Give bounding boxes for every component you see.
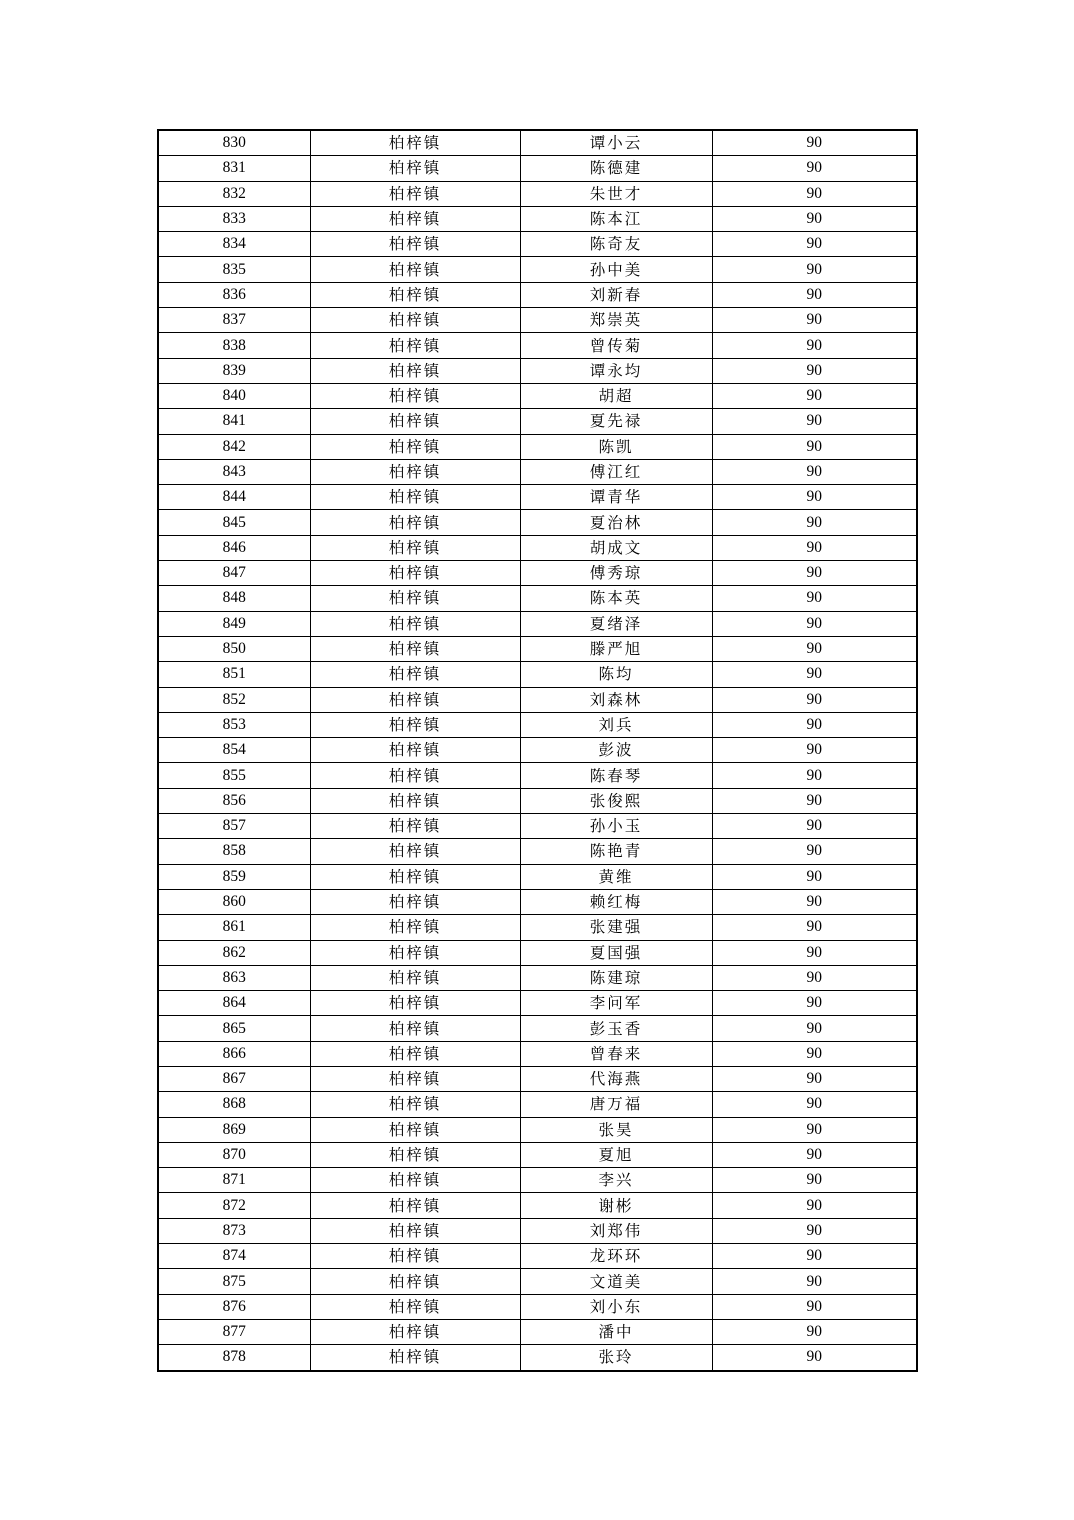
person-name: 彭波 bbox=[520, 738, 712, 763]
town-name: 柏梓镇 bbox=[310, 156, 520, 181]
score-value: 90 bbox=[712, 889, 917, 914]
score-value: 90 bbox=[712, 333, 917, 358]
table-row bbox=[158, 687, 917, 712]
row-number: 871 bbox=[158, 1168, 310, 1193]
person-name: 胡成文 bbox=[520, 535, 712, 560]
table-row bbox=[158, 383, 917, 408]
person-name: 刘兵 bbox=[520, 712, 712, 737]
row-number: 846 bbox=[158, 535, 310, 560]
person-name: 陈奇友 bbox=[520, 232, 712, 257]
score-value: 90 bbox=[712, 1193, 917, 1218]
table-row bbox=[158, 636, 917, 661]
score-value: 90 bbox=[712, 308, 917, 333]
table-row bbox=[158, 257, 917, 282]
person-name: 陈艳青 bbox=[520, 839, 712, 864]
person-name: 龙环环 bbox=[520, 1244, 712, 1269]
score-value: 90 bbox=[712, 434, 917, 459]
person-name: 夏治林 bbox=[520, 510, 712, 535]
score-value: 90 bbox=[712, 1244, 917, 1269]
person-name: 夏先禄 bbox=[520, 409, 712, 434]
row-number: 849 bbox=[158, 611, 310, 636]
score-value: 90 bbox=[712, 1319, 917, 1344]
person-name: 滕严旭 bbox=[520, 636, 712, 661]
table-row bbox=[158, 561, 917, 586]
town-name: 柏梓镇 bbox=[310, 1016, 520, 1041]
person-name: 胡超 bbox=[520, 383, 712, 408]
person-name: 曾传菊 bbox=[520, 333, 712, 358]
roster-table-body bbox=[158, 130, 917, 1371]
person-name: 刘森林 bbox=[520, 687, 712, 712]
score-value: 90 bbox=[712, 788, 917, 813]
score-value: 90 bbox=[712, 662, 917, 687]
table-row bbox=[158, 738, 917, 763]
row-number: 862 bbox=[158, 940, 310, 965]
town-name: 柏梓镇 bbox=[310, 1041, 520, 1066]
score-value: 90 bbox=[712, 485, 917, 510]
town-name: 柏梓镇 bbox=[310, 257, 520, 282]
town-name: 柏梓镇 bbox=[310, 763, 520, 788]
person-name: 黄维 bbox=[520, 864, 712, 889]
town-name: 柏梓镇 bbox=[310, 130, 520, 156]
town-name: 柏梓镇 bbox=[310, 889, 520, 914]
row-number: 844 bbox=[158, 485, 310, 510]
town-name: 柏梓镇 bbox=[310, 308, 520, 333]
person-name: 张建强 bbox=[520, 915, 712, 940]
town-name: 柏梓镇 bbox=[310, 485, 520, 510]
table-row bbox=[158, 1142, 917, 1167]
score-value: 90 bbox=[712, 1142, 917, 1167]
row-number: 867 bbox=[158, 1066, 310, 1091]
town-name: 柏梓镇 bbox=[310, 940, 520, 965]
table-row bbox=[158, 763, 917, 788]
score-value: 90 bbox=[712, 1218, 917, 1243]
row-number: 832 bbox=[158, 181, 310, 206]
roster-table bbox=[157, 129, 918, 1372]
score-value: 90 bbox=[712, 358, 917, 383]
person-name: 夏国强 bbox=[520, 940, 712, 965]
row-number: 834 bbox=[158, 232, 310, 257]
row-number: 848 bbox=[158, 586, 310, 611]
table-row bbox=[158, 1294, 917, 1319]
score-value: 90 bbox=[712, 206, 917, 231]
row-number: 830 bbox=[158, 130, 310, 156]
town-name: 柏梓镇 bbox=[310, 864, 520, 889]
row-number: 839 bbox=[158, 358, 310, 383]
score-value: 90 bbox=[712, 1345, 917, 1371]
table-row bbox=[158, 586, 917, 611]
person-name: 张俊熙 bbox=[520, 788, 712, 813]
table-row bbox=[158, 839, 917, 864]
row-number: 836 bbox=[158, 282, 310, 307]
town-name: 柏梓镇 bbox=[310, 1168, 520, 1193]
person-name: 刘新春 bbox=[520, 282, 712, 307]
score-value: 90 bbox=[712, 1117, 917, 1142]
score-value: 90 bbox=[712, 712, 917, 737]
score-value: 90 bbox=[712, 687, 917, 712]
table-row bbox=[158, 358, 917, 383]
row-number: 873 bbox=[158, 1218, 310, 1243]
score-value: 90 bbox=[712, 940, 917, 965]
town-name: 柏梓镇 bbox=[310, 814, 520, 839]
person-name: 谢彬 bbox=[520, 1193, 712, 1218]
town-name: 柏梓镇 bbox=[310, 1345, 520, 1371]
person-name: 张玲 bbox=[520, 1345, 712, 1371]
table-row bbox=[158, 1092, 917, 1117]
score-value: 90 bbox=[712, 915, 917, 940]
table-row bbox=[158, 965, 917, 990]
table-row bbox=[158, 156, 917, 181]
table-row bbox=[158, 181, 917, 206]
table-row bbox=[158, 864, 917, 889]
score-value: 90 bbox=[712, 459, 917, 484]
table-row bbox=[158, 1218, 917, 1243]
table-row bbox=[158, 130, 917, 156]
row-number: 866 bbox=[158, 1041, 310, 1066]
person-name: 李兴 bbox=[520, 1168, 712, 1193]
town-name: 柏梓镇 bbox=[310, 1066, 520, 1091]
person-name: 李问军 bbox=[520, 991, 712, 1016]
row-number: 869 bbox=[158, 1117, 310, 1142]
town-name: 柏梓镇 bbox=[310, 206, 520, 231]
table-row bbox=[158, 662, 917, 687]
person-name: 朱世才 bbox=[520, 181, 712, 206]
town-name: 柏梓镇 bbox=[310, 991, 520, 1016]
row-number: 874 bbox=[158, 1244, 310, 1269]
score-value: 90 bbox=[712, 738, 917, 763]
person-name: 陈本江 bbox=[520, 206, 712, 231]
table-row bbox=[158, 1269, 917, 1294]
person-name: 陈均 bbox=[520, 662, 712, 687]
table-row bbox=[158, 535, 917, 560]
town-name: 柏梓镇 bbox=[310, 1269, 520, 1294]
person-name: 谭永均 bbox=[520, 358, 712, 383]
score-value: 90 bbox=[712, 636, 917, 661]
score-value: 90 bbox=[712, 510, 917, 535]
score-value: 90 bbox=[712, 257, 917, 282]
table-row bbox=[158, 1168, 917, 1193]
table-row bbox=[158, 1345, 917, 1371]
table-row bbox=[158, 308, 917, 333]
person-name: 陈德建 bbox=[520, 156, 712, 181]
row-number: 859 bbox=[158, 864, 310, 889]
person-name: 孙中美 bbox=[520, 257, 712, 282]
row-number: 864 bbox=[158, 991, 310, 1016]
person-name: 谭小云 bbox=[520, 130, 712, 156]
row-number: 856 bbox=[158, 788, 310, 813]
row-number: 841 bbox=[158, 409, 310, 434]
row-number: 851 bbox=[158, 662, 310, 687]
row-number: 845 bbox=[158, 510, 310, 535]
person-name: 刘小东 bbox=[520, 1294, 712, 1319]
row-number: 876 bbox=[158, 1294, 310, 1319]
person-name: 赖红梅 bbox=[520, 889, 712, 914]
row-number: 868 bbox=[158, 1092, 310, 1117]
score-value: 90 bbox=[712, 1066, 917, 1091]
town-name: 柏梓镇 bbox=[310, 965, 520, 990]
table-row bbox=[158, 485, 917, 510]
town-name: 柏梓镇 bbox=[310, 662, 520, 687]
table-row bbox=[158, 409, 917, 434]
row-number: 850 bbox=[158, 636, 310, 661]
person-name: 潘中 bbox=[520, 1319, 712, 1344]
table-row bbox=[158, 940, 917, 965]
row-number: 860 bbox=[158, 889, 310, 914]
town-name: 柏梓镇 bbox=[310, 915, 520, 940]
score-value: 90 bbox=[712, 561, 917, 586]
row-number: 852 bbox=[158, 687, 310, 712]
town-name: 柏梓镇 bbox=[310, 232, 520, 257]
town-name: 柏梓镇 bbox=[310, 611, 520, 636]
town-name: 柏梓镇 bbox=[310, 459, 520, 484]
person-name: 张昊 bbox=[520, 1117, 712, 1142]
town-name: 柏梓镇 bbox=[310, 1319, 520, 1344]
person-name: 夏旭 bbox=[520, 1142, 712, 1167]
table-row bbox=[158, 434, 917, 459]
person-name: 文道美 bbox=[520, 1269, 712, 1294]
row-number: 831 bbox=[158, 156, 310, 181]
table-row bbox=[158, 814, 917, 839]
row-number: 833 bbox=[158, 206, 310, 231]
town-name: 柏梓镇 bbox=[310, 586, 520, 611]
row-number: 861 bbox=[158, 915, 310, 940]
town-name: 柏梓镇 bbox=[310, 1294, 520, 1319]
score-value: 90 bbox=[712, 1294, 917, 1319]
table-row bbox=[158, 1016, 917, 1041]
person-name: 谭青华 bbox=[520, 485, 712, 510]
table-row bbox=[158, 1244, 917, 1269]
table-row bbox=[158, 889, 917, 914]
score-value: 90 bbox=[712, 130, 917, 156]
town-name: 柏梓镇 bbox=[310, 839, 520, 864]
town-name: 柏梓镇 bbox=[310, 1092, 520, 1117]
town-name: 柏梓镇 bbox=[310, 636, 520, 661]
row-number: 847 bbox=[158, 561, 310, 586]
row-number: 857 bbox=[158, 814, 310, 839]
score-value: 90 bbox=[712, 1269, 917, 1294]
table-row bbox=[158, 282, 917, 307]
table-row bbox=[158, 611, 917, 636]
person-name: 彭玉香 bbox=[520, 1016, 712, 1041]
town-name: 柏梓镇 bbox=[310, 535, 520, 560]
score-value: 90 bbox=[712, 586, 917, 611]
town-name: 柏梓镇 bbox=[310, 1244, 520, 1269]
table-row bbox=[158, 712, 917, 737]
row-number: 853 bbox=[158, 712, 310, 737]
table-row bbox=[158, 459, 917, 484]
table-row bbox=[158, 1117, 917, 1142]
town-name: 柏梓镇 bbox=[310, 1142, 520, 1167]
score-value: 90 bbox=[712, 839, 917, 864]
score-value: 90 bbox=[712, 1092, 917, 1117]
row-number: 878 bbox=[158, 1345, 310, 1371]
person-name: 夏绪泽 bbox=[520, 611, 712, 636]
person-name: 代海燕 bbox=[520, 1066, 712, 1091]
score-value: 90 bbox=[712, 232, 917, 257]
score-value: 90 bbox=[712, 1168, 917, 1193]
score-value: 90 bbox=[712, 991, 917, 1016]
town-name: 柏梓镇 bbox=[310, 561, 520, 586]
row-number: 855 bbox=[158, 763, 310, 788]
score-value: 90 bbox=[712, 383, 917, 408]
person-name: 陈本英 bbox=[520, 586, 712, 611]
person-name: 郑崇英 bbox=[520, 308, 712, 333]
score-value: 90 bbox=[712, 282, 917, 307]
row-number: 837 bbox=[158, 308, 310, 333]
row-number: 877 bbox=[158, 1319, 310, 1344]
town-name: 柏梓镇 bbox=[310, 510, 520, 535]
row-number: 858 bbox=[158, 839, 310, 864]
row-number: 840 bbox=[158, 383, 310, 408]
table-row bbox=[158, 1193, 917, 1218]
town-name: 柏梓镇 bbox=[310, 687, 520, 712]
row-number: 870 bbox=[158, 1142, 310, 1167]
row-number: 842 bbox=[158, 434, 310, 459]
table-row bbox=[158, 1319, 917, 1344]
table-row bbox=[158, 1041, 917, 1066]
table-row bbox=[158, 991, 917, 1016]
score-value: 90 bbox=[712, 1041, 917, 1066]
table-row bbox=[158, 510, 917, 535]
town-name: 柏梓镇 bbox=[310, 788, 520, 813]
score-value: 90 bbox=[712, 611, 917, 636]
person-name: 傅江红 bbox=[520, 459, 712, 484]
row-number: 854 bbox=[158, 738, 310, 763]
row-number: 865 bbox=[158, 1016, 310, 1041]
town-name: 柏梓镇 bbox=[310, 1117, 520, 1142]
table-row bbox=[158, 333, 917, 358]
table-row bbox=[158, 1066, 917, 1091]
town-name: 柏梓镇 bbox=[310, 383, 520, 408]
town-name: 柏梓镇 bbox=[310, 712, 520, 737]
town-name: 柏梓镇 bbox=[310, 738, 520, 763]
table-row bbox=[158, 788, 917, 813]
score-value: 90 bbox=[712, 965, 917, 990]
row-number: 838 bbox=[158, 333, 310, 358]
person-name: 陈春琴 bbox=[520, 763, 712, 788]
row-number: 875 bbox=[158, 1269, 310, 1294]
score-value: 90 bbox=[712, 814, 917, 839]
town-name: 柏梓镇 bbox=[310, 333, 520, 358]
town-name: 柏梓镇 bbox=[310, 1193, 520, 1218]
score-value: 90 bbox=[712, 409, 917, 434]
town-name: 柏梓镇 bbox=[310, 181, 520, 206]
town-name: 柏梓镇 bbox=[310, 358, 520, 383]
town-name: 柏梓镇 bbox=[310, 409, 520, 434]
table-row bbox=[158, 206, 917, 231]
row-number: 863 bbox=[158, 965, 310, 990]
town-name: 柏梓镇 bbox=[310, 434, 520, 459]
person-name: 曾春来 bbox=[520, 1041, 712, 1066]
score-value: 90 bbox=[712, 156, 917, 181]
score-value: 90 bbox=[712, 763, 917, 788]
score-value: 90 bbox=[712, 181, 917, 206]
table-row bbox=[158, 915, 917, 940]
row-number: 843 bbox=[158, 459, 310, 484]
town-name: 柏梓镇 bbox=[310, 282, 520, 307]
person-name: 孙小玉 bbox=[520, 814, 712, 839]
person-name: 唐万福 bbox=[520, 1092, 712, 1117]
score-value: 90 bbox=[712, 864, 917, 889]
town-name: 柏梓镇 bbox=[310, 1218, 520, 1243]
table-row bbox=[158, 232, 917, 257]
person-name: 刘郑伟 bbox=[520, 1218, 712, 1243]
score-value: 90 bbox=[712, 1016, 917, 1041]
person-name: 陈凯 bbox=[520, 434, 712, 459]
score-value: 90 bbox=[712, 535, 917, 560]
person-name: 傅秀琼 bbox=[520, 561, 712, 586]
person-name: 陈建琼 bbox=[520, 965, 712, 990]
row-number: 872 bbox=[158, 1193, 310, 1218]
row-number: 835 bbox=[158, 257, 310, 282]
